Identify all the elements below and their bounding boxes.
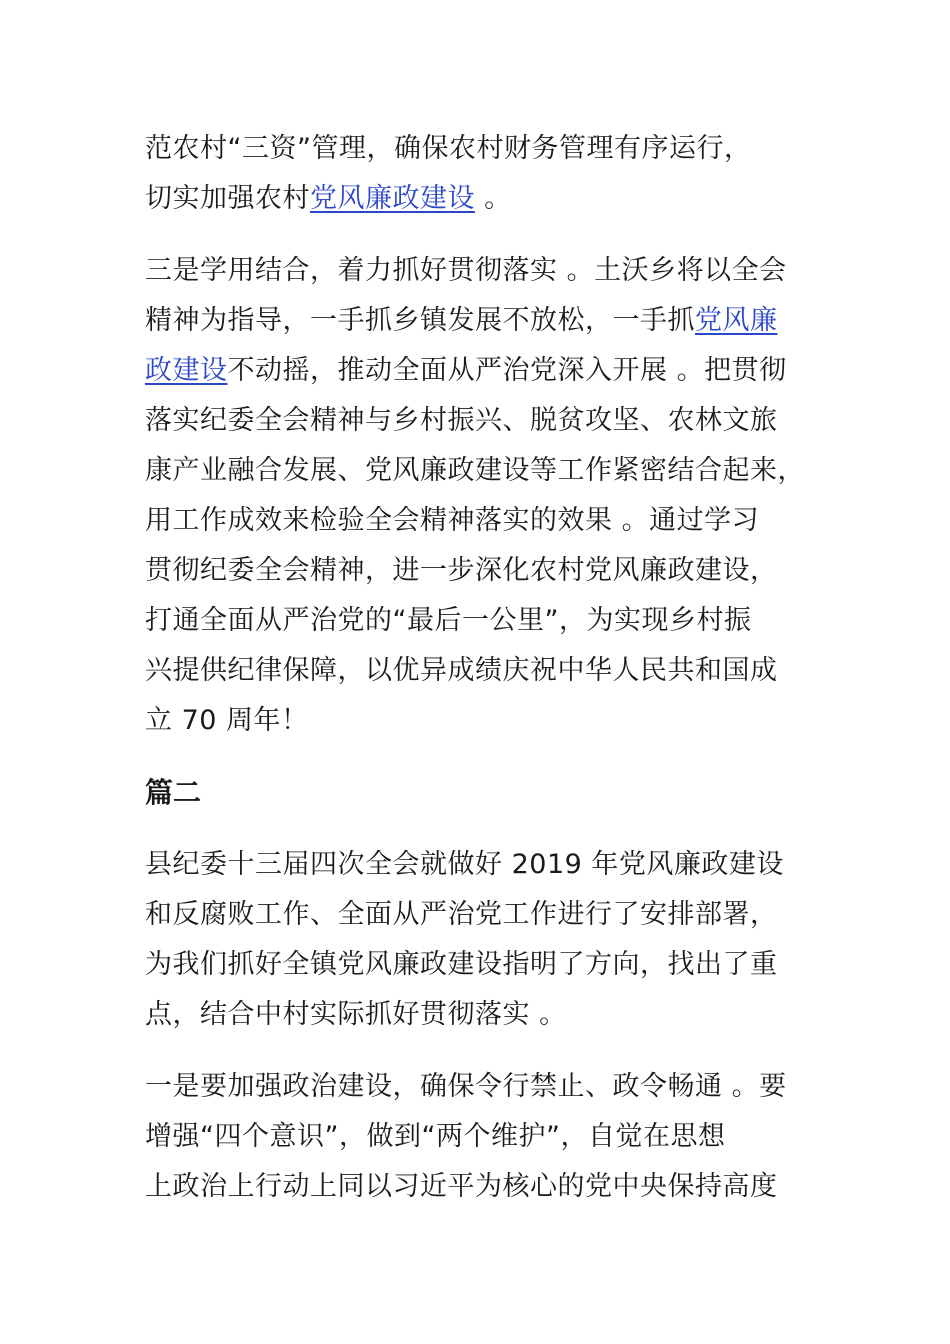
text-line: 增强“四个意识”，做到“两个维护”，自觉在思想 — [145, 1121, 726, 1152]
text-line — [145, 346, 817, 396]
section-heading: 篇二 — [145, 776, 202, 809]
text-line: 三是学用结合，着力抓好贯彻落实 。土沃乡将以全会 — [145, 255, 787, 286]
text-line: 一是要加强政治建设，确保令行禁止、政令畅通 。要 — [145, 1071, 787, 1102]
text-line: 为我们抓好全镇党风廉政建设指明了方向，找出了重 — [145, 949, 778, 980]
paragraph-1 — [145, 124, 817, 224]
text-line: 范农村“三资”管理，确保农村财务管理有序运行， — [145, 133, 752, 164]
paragraph-spacer — [145, 1040, 817, 1062]
paragraph-spacer — [145, 818, 817, 840]
text-line: 康产业融合发展、党风廉政建设等工作紧密结合起来， — [145, 455, 805, 486]
text-span: 切实加强农村 — [145, 183, 310, 214]
text-line: 落实纪委全会精神与乡村振兴、脱贫攻坚、农林文旅 — [145, 405, 778, 436]
text-line: 贯彻纪委全会精神，进一步深化农村党风廉政建设， — [145, 555, 778, 586]
paragraph-spacer — [145, 746, 817, 768]
text-line: 用工作成效来检验全会精神落实的效果 。通过学习 — [145, 505, 760, 536]
text-line — [145, 174, 817, 224]
party-integrity-link[interactable]: 党风廉政建设 — [310, 183, 475, 214]
text-line: 点，结合中村实际抓好贯彻落实 。 — [145, 999, 567, 1030]
text-line: 上政治上行动上同以习近平为核心的党中央保持高度 — [145, 1171, 778, 1202]
document-page — [145, 124, 817, 1212]
paragraph-4 — [145, 1062, 817, 1212]
paragraph-3 — [145, 840, 817, 1040]
paragraph-2 — [145, 246, 817, 746]
text-span: 。 — [475, 183, 512, 214]
party-integrity-link[interactable]: 政建设 — [145, 355, 228, 386]
text-line: 打通全面从严治党的“最后一公里”，为实现乡村振 — [145, 605, 752, 636]
text-line: 立 70 周年！ — [145, 705, 309, 736]
text-line: 和反腐败工作、全面从严治党工作进行了安排部署， — [145, 899, 778, 930]
text-line: 兴提供纪律保障，以优异成绩庆祝中华人民共和国成 — [145, 655, 778, 686]
text-span: 不动摇，推动全面从严治党深入开展 。把贯彻 — [227, 355, 787, 386]
party-integrity-link[interactable]: 党风廉 — [695, 305, 778, 336]
text-line: 县纪委十三届四次全会就做好 2019 年党风廉政建设 — [145, 849, 784, 880]
text-span: 精神为指导，一手抓乡镇发展不放松，一手抓 — [145, 305, 695, 336]
paragraph-spacer — [145, 224, 817, 246]
text-line — [145, 296, 817, 346]
